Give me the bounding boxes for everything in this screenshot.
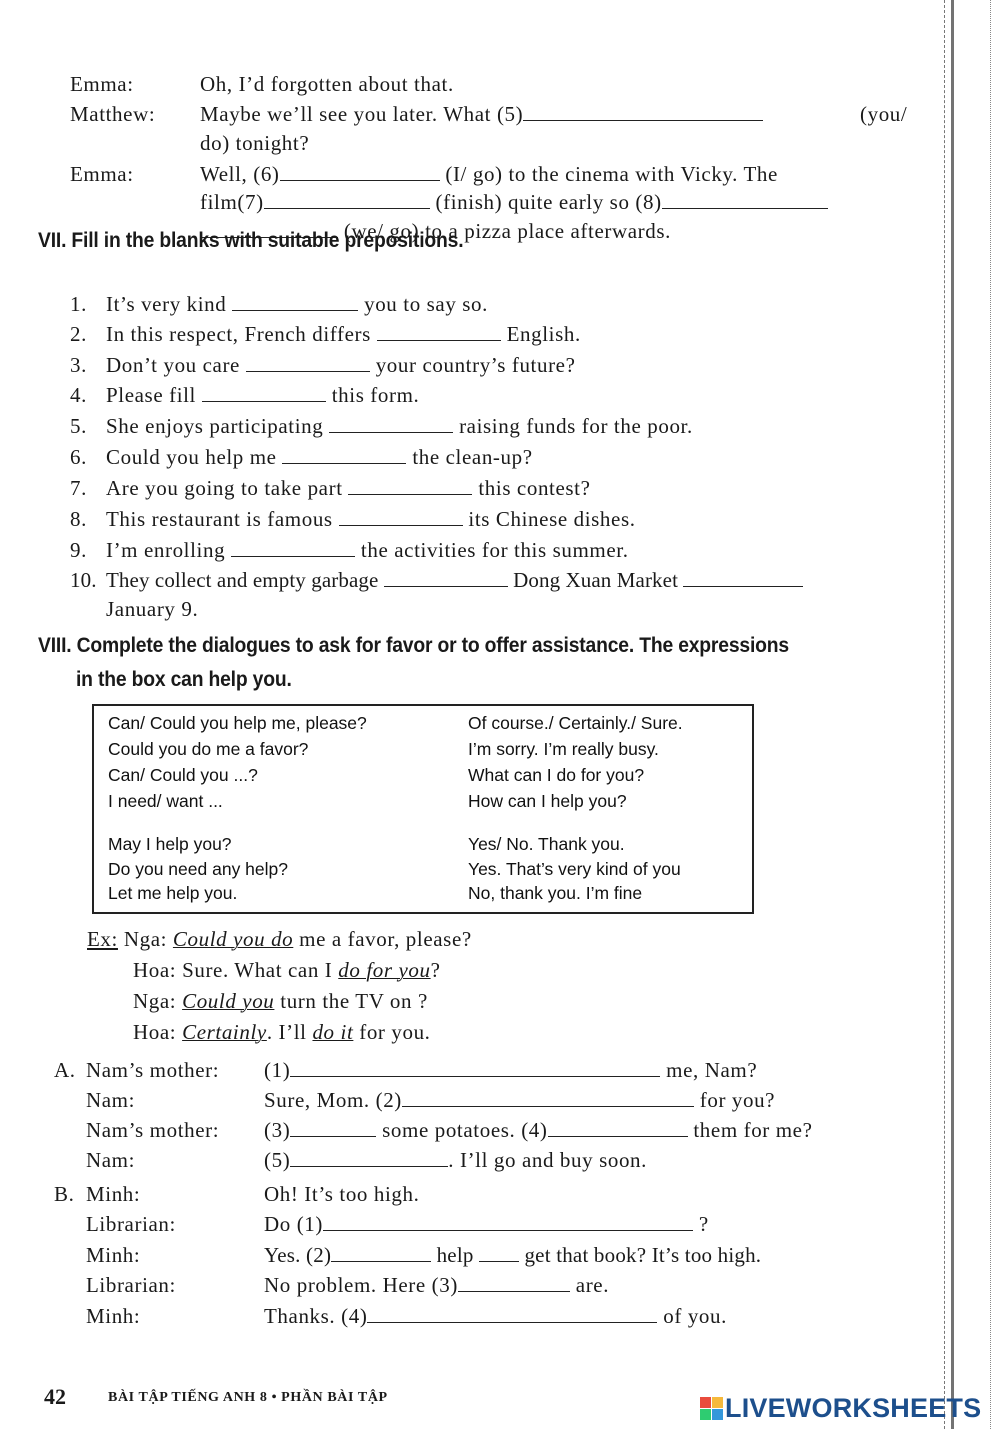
speaker: Nam’s mother: xyxy=(86,1118,220,1142)
answer-blank[interactable] xyxy=(683,568,803,587)
example-answer: Could you xyxy=(182,989,275,1013)
dialogue-text xyxy=(264,1243,761,1268)
item-text-b: raising funds for the poor. xyxy=(459,414,693,438)
dialogue-text-a: film(7) xyxy=(200,190,264,214)
expression: Yes/ No. Thank you. xyxy=(468,834,625,854)
blank-number: (5) xyxy=(264,1148,291,1172)
dialogue-text xyxy=(200,162,778,187)
speaker: Matthew: xyxy=(70,102,156,126)
item-text-b: you to say so. xyxy=(364,292,489,316)
item-text-c: January 9. xyxy=(106,597,199,621)
verb-hint: (I/ go) to the cinema with Vicky. The xyxy=(445,162,778,186)
answer-blank[interactable] xyxy=(246,353,370,372)
item-text-a: This restaurant is famous xyxy=(106,507,333,531)
answer-blank[interactable] xyxy=(290,1058,660,1077)
dialogue-text xyxy=(200,190,828,215)
item-text-b: Dong Xuan Market xyxy=(513,568,679,592)
item-text-b: the activities for this summer. xyxy=(360,538,629,562)
item-text-b: its Chinese dishes. xyxy=(468,507,636,531)
speaker: Minh: xyxy=(86,1243,141,1267)
item-number: 8. xyxy=(70,507,87,531)
answer-blank[interactable] xyxy=(348,476,472,495)
speaker: Hoa: xyxy=(133,1020,177,1044)
speaker: Nga: xyxy=(133,989,177,1013)
expression: May I help you? xyxy=(108,834,232,854)
item-number: 1. xyxy=(70,292,87,316)
answer-blank[interactable] xyxy=(402,1088,694,1107)
answer-blank[interactable] xyxy=(282,445,406,464)
speaker: Emma: xyxy=(70,72,134,96)
dialogue-text-b: me, Nam? xyxy=(666,1058,758,1082)
page-edge-line xyxy=(944,0,946,1429)
item-text-a: Please fill xyxy=(106,383,196,407)
book-title: BÀI TẬP TIẾNG ANH 8 • PHẦN BÀI TẬP xyxy=(108,1390,388,1405)
list-item xyxy=(70,322,581,347)
dialogue-text-c: them for me? xyxy=(693,1118,813,1142)
list-item xyxy=(70,445,533,470)
dialogue-text-b: some potatoes. (4) xyxy=(382,1118,548,1142)
example-line xyxy=(87,927,472,952)
liveworksheets-logo-icon xyxy=(700,1397,723,1420)
dialogue-text-b: of you. xyxy=(663,1304,727,1328)
example-text: for you. xyxy=(359,1020,431,1044)
expression: Of course./ Certainly./ Sure. xyxy=(468,713,683,733)
item-text-a: It’s very kind xyxy=(106,292,227,316)
speaker: Minh: xyxy=(86,1182,141,1206)
page-edge-line xyxy=(951,0,954,1429)
dialogue-text xyxy=(264,1273,609,1298)
logo-square xyxy=(700,1409,711,1420)
section-title: VII. Fill in the blanks with suitable prepositions. xyxy=(38,229,464,252)
item-number: 5. xyxy=(70,414,87,438)
item-number: 2. xyxy=(70,322,87,346)
list-item xyxy=(70,292,488,317)
example-answer: do for you xyxy=(338,958,431,982)
example-text: Hoa: Sure. What can I xyxy=(133,958,333,982)
speaker: Emma: xyxy=(70,162,134,186)
dialogue-text xyxy=(264,1058,757,1083)
answer-blank[interactable] xyxy=(329,414,453,433)
page-edge-line xyxy=(990,0,992,1429)
answer-blank-6[interactable] xyxy=(280,162,440,181)
example-line xyxy=(133,958,441,983)
answer-blank[interactable] xyxy=(231,538,355,557)
answer-blank[interactable] xyxy=(339,507,463,526)
answer-blank[interactable] xyxy=(232,292,358,311)
expression: What can I do for you? xyxy=(468,765,645,785)
item-number: 6. xyxy=(70,445,87,469)
example-line xyxy=(133,1020,431,1045)
dialogue-text-b: help xyxy=(436,1243,474,1267)
example-text: turn the TV on ? xyxy=(280,989,428,1013)
speaker: Nam’s mother: xyxy=(86,1058,220,1082)
item-number: 4. xyxy=(70,383,87,407)
answer-blank[interactable] xyxy=(290,1118,376,1137)
item-text-a: They collect and empty garbage xyxy=(106,568,379,592)
list-item xyxy=(70,476,591,501)
item-number: 3. xyxy=(70,353,87,377)
liveworksheets-watermark xyxy=(700,1392,981,1424)
answer-blank[interactable] xyxy=(290,1148,448,1167)
dialogue-text: Oh, I’d forgotten about that. xyxy=(200,72,454,96)
dialogue-label: A. xyxy=(54,1058,76,1082)
speaker: Nam: xyxy=(86,1088,136,1112)
list-item xyxy=(70,353,576,378)
answer-blank-7[interactable] xyxy=(264,190,430,209)
example-answer: do it xyxy=(312,1020,354,1044)
example-label: Ex: xyxy=(87,927,118,951)
list-item xyxy=(70,507,636,532)
expression: Can/ Could you help me, please? xyxy=(108,713,367,733)
answer-blank[interactable] xyxy=(377,322,501,341)
dialogue-text: do) tonight? xyxy=(200,131,310,155)
item-text-a: I’m enrolling xyxy=(106,538,226,562)
example-text: me a favor, please? xyxy=(299,927,472,951)
example-line xyxy=(133,989,428,1014)
expression: Do you need any help? xyxy=(108,859,288,879)
dialogue-text-b: for you? xyxy=(699,1088,776,1112)
answer-blank-5[interactable] xyxy=(523,102,763,121)
dialogue-text xyxy=(264,1148,647,1173)
logo-square xyxy=(700,1397,711,1408)
logo-square xyxy=(712,1409,723,1420)
example-text: ? xyxy=(430,958,441,982)
watermark-text: LIVEWORKSHEETS xyxy=(725,1392,982,1423)
answer-blank-8[interactable] xyxy=(662,190,828,209)
answer-blank[interactable] xyxy=(479,1243,519,1262)
item-number: 7. xyxy=(70,476,87,500)
dialogue-text-a: Thanks. (4) xyxy=(264,1304,368,1328)
example-answer: Could you do xyxy=(172,927,294,951)
list-item xyxy=(70,383,419,408)
dialogue-text-c: get that book? It’s too high. xyxy=(524,1243,762,1267)
answer-blank[interactable] xyxy=(202,383,326,402)
item-text-a: Could you help me xyxy=(106,445,277,469)
speaker: Minh: xyxy=(86,1304,141,1328)
verb-hint: (you/ xyxy=(860,102,908,126)
dialogue-text-a: Maybe we’ll see you later. What (5) xyxy=(200,102,524,126)
example-text: . I’ll xyxy=(266,1020,307,1044)
dialogue-text: Oh! It’s too high. xyxy=(264,1182,420,1206)
expression: I need/ want ... xyxy=(108,791,223,811)
dialogue-text-a: Yes. (2) xyxy=(264,1243,332,1267)
answer-blank[interactable] xyxy=(331,1243,431,1262)
dialogue-text xyxy=(264,1088,775,1113)
blank-number: (3) xyxy=(264,1118,291,1142)
dialogue-text xyxy=(200,102,763,127)
dialogue-text-b: ? xyxy=(698,1212,709,1236)
expression: I’m sorry. I’m really busy. xyxy=(468,739,659,759)
item-text-b: the clean-up? xyxy=(412,445,533,469)
section-title: VIII. Complete the dialogues to ask for favor or to offer assistance. The expressions xyxy=(38,634,789,657)
item-text-a: In this respect, French differs xyxy=(106,322,371,346)
speaker: Librarian: xyxy=(86,1212,176,1236)
example-answer: Certainly xyxy=(182,1020,267,1044)
item-text-b: this contest? xyxy=(478,476,591,500)
page-number: 42 xyxy=(44,1384,66,1409)
logo-square xyxy=(712,1397,723,1408)
dialogue-text-a: Well, (6) xyxy=(200,162,280,186)
item-number: 9. xyxy=(70,538,87,562)
dialogue-text xyxy=(264,1118,813,1143)
answer-blank[interactable] xyxy=(548,1118,688,1137)
speaker: Nga: xyxy=(123,927,168,951)
answer-blank[interactable] xyxy=(384,568,508,587)
item-text-a: Don’t you care xyxy=(106,353,240,377)
dialogue-text-a: Do (1) xyxy=(264,1212,324,1236)
list-item xyxy=(70,414,693,439)
item-text-b: this form. xyxy=(331,383,420,407)
expression: Could you do me a favor? xyxy=(108,739,309,759)
dialogue-line xyxy=(70,72,134,97)
expressions-box xyxy=(92,704,754,914)
dialogue-text xyxy=(264,1212,709,1237)
expression: No, thank you. I’m fine xyxy=(468,883,643,903)
answer-blank[interactable] xyxy=(323,1212,693,1231)
expression: How can I help you? xyxy=(468,791,627,811)
speaker: Librarian: xyxy=(86,1273,176,1297)
item-text-b: your country’s future? xyxy=(375,353,576,377)
list-item xyxy=(70,538,629,563)
dialogue-label: B. xyxy=(54,1182,75,1206)
expression: Can/ Could you ...? xyxy=(108,765,258,785)
dialogue-text-b: (we/ go) to a pizza place afterwards. xyxy=(343,219,671,243)
dialogue-text-a: Sure, Mom. (2) xyxy=(264,1088,402,1112)
answer-blank[interactable] xyxy=(458,1273,570,1292)
dialogue-text-b: . I’ll go and buy soon. xyxy=(448,1148,647,1172)
item-text-a: She enjoys participating xyxy=(106,414,324,438)
list-item xyxy=(70,568,803,593)
item-text-a: Are you going to take part xyxy=(106,476,343,500)
dialogue-text xyxy=(264,1304,727,1329)
dialogue-text-b: (finish) quite early so (8) xyxy=(435,190,662,214)
dialogue-text-b: are. xyxy=(575,1273,610,1297)
item-text-b: English. xyxy=(506,322,581,346)
answer-blank[interactable] xyxy=(367,1304,657,1323)
section-title-cont: in the box can help you. xyxy=(76,668,292,691)
speaker: Nam: xyxy=(86,1148,136,1172)
expression: Let me help you. xyxy=(108,883,238,903)
blank-number: (1) xyxy=(264,1058,291,1082)
expression: Yes. That’s very kind of you xyxy=(468,859,681,879)
item-number: 10. xyxy=(70,568,97,592)
dialogue-text-a: No problem. Here (3) xyxy=(264,1273,458,1297)
